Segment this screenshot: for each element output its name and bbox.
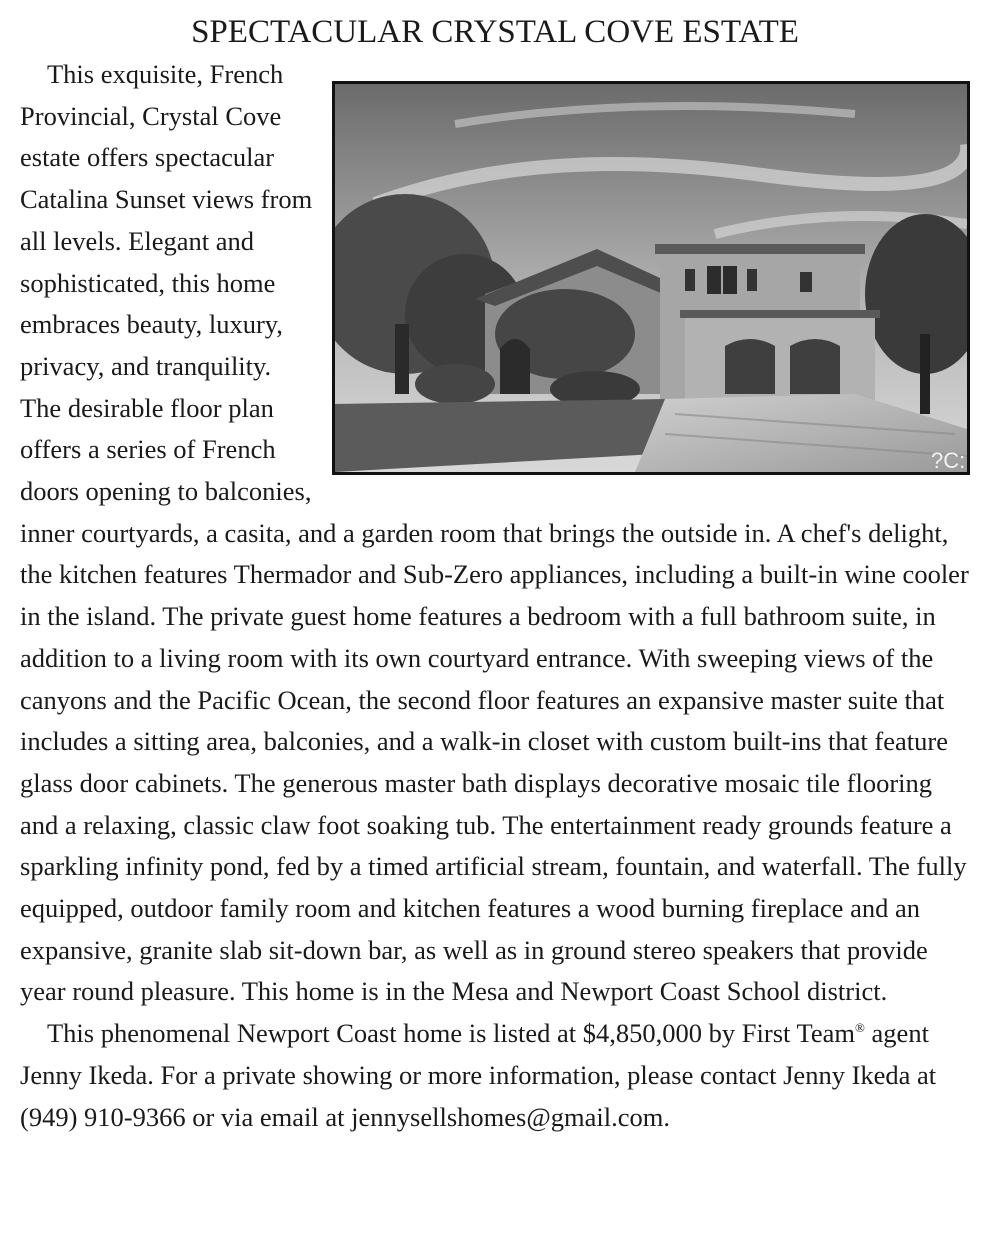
paragraph-one: This exquisite, French Provincial, Crystal Cove estate offers spectacular Catalina Sunset views from all levels. Elegant and sophisticated, this home embraces beauty, luxury, privacy, and tranquility. The desirable floor plan offers a series of French doors opening to balconies, inner courtyards, a casita, and a garden room that brings the outside in. A chef's delight, the kitchen features Thermador and Sub-Zero appliances, including a built-in wine cooler in the island. The private guest home features a bedroom with a full bathroom suite, in addition to a living room with its own courtyard entrance. With sweeping views of the canyons and the Pacific Ocean, the second floor features an expansive master suite that includes a sitting area, balconies, and a walk-in closet with custom built-ins that feature glass door cabinets. The generous master bath displays decorative mosaic tile flooring and a relaxing, classic claw foot soaking tub. The entertainment ready grounds feature a sparkling infinity pond, fed by a timed artificial stream, fountain, and waterfall. The fully equipped, outdoor family room and kitchen features a wood burning fireplace and an expansive, granite slab sit-down bar, as well as in ground stereo speakers that provide year round pleasure. This home is in the Mesa and Newport Coast School district. bbox=[20, 59, 969, 1007]
estate-photo bbox=[332, 81, 970, 475]
paragraph-two bbox=[20, 1013, 970, 1138]
article bbox=[20, 0, 970, 1138]
registered-mark: ® bbox=[855, 1020, 865, 1036]
article-body bbox=[20, 54, 970, 1138]
article-title: SPECTACULAR CRYSTAL COVE ESTATE bbox=[191, 14, 799, 50]
paragraph-two-text-b: agent Jenny Ikeda. For a private showing or more information, please contact Jenny Ikeda at (949) 910-9366 or via email at jennysellshomes@gmail.com. bbox=[20, 1018, 937, 1132]
paragraph-two-text-a: This phenomenal Newport Coast home is listed at $4,850,000 by First Team bbox=[47, 1018, 856, 1049]
photo-watermark: ?C: bbox=[931, 448, 966, 472]
